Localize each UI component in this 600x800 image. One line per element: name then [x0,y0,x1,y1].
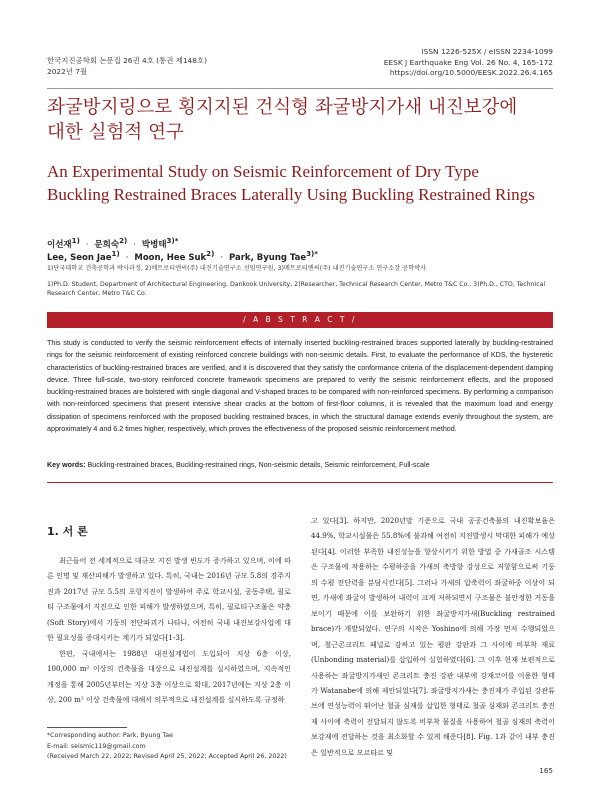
author-en-1: Lee, Seon Jae [47,252,112,263]
keywords-list: Buckling-restrained braces, Buckling-restrained rings, Non-seismic details, Seismic reinforcement, Full-scale [87,461,430,469]
author-ko-1: 이선재 [47,239,72,250]
title-korean [47,95,557,145]
footnote-divider [47,727,127,728]
body-column-right [311,513,555,760]
author-email[interactable]: E-mail: seismic119@gmail.com [47,742,146,750]
doi-link[interactable]: https://doi.org/10.5000/EESK.2022.26.4.165 [389,68,553,77]
corresponding-author: *Corresponding author: Park, Byung Tae [47,732,173,739]
author-ko-2-sup: 2) [119,236,128,245]
paragraph: 한편, 국내에서는 1988년 내진설계법이 도입되어 지상 6층 이상, 100,000 m² 이상의 건축물을 대상으로 내진설계를 실시하였으며, 지속적인 개정을 통해 2005년부터는 지상 3층 이상으로 확대, 2017년에는 지상 2층 이상, 200 m² 이상 건축물에 대해서 의무적으로 내진설계를 실시하도록 규정하 [47,648,291,705]
header-divider [47,88,553,89]
author-en-3: Park, Byung Tae [228,252,307,263]
author-separator: · [85,239,89,250]
authors-korean [47,236,178,250]
abstract-body: This study is conducted to verify the seismic reinforcement effects of internally inserted buckling-restrained braces supported laterally by buckling-restrained rings for the seismic reinforcement of existing reinforced concrete buildings with non-seismic details. First, to evaluate the performance of KDS, the hysteretic characteristics of buckling-restrained braces are verified, and it is discovered that they satisfy the conformance criteria of the displacement-dependent damping device. Three full-scale, two-story reinforced concrete framework specimens are prepared to verify the seismic reinforcement effects, and the proposed buckling-restrained braces are bolstered with single diagonal and V-shaped braces to be compared with non-reinforced specimens. By performing a comparison with non-reinforced specimens that present intensive shear cracks at the bottom of first-floor columns, it is revealed that the maximum load and energy dissipation of specimens reinforced with the proposed buckling restrained braces, in which the structural damage extends evenly throughout the system, are approximately 4 and 6.2 times higher, respectively, which proves the effectiveness of the proposed seismic reinforcement method. [47,339,553,434]
author-en-3-sup: 3)* [306,249,318,258]
title-en-line1: An Experimental Study on Seismic Reinforcement of Dry Type [47,162,479,181]
abstract-heading-bar: / A B S T R A C T / [47,312,553,328]
body-column-left [47,553,291,708]
author-en-1-sup: 1) [111,249,120,258]
title-english [47,160,557,206]
paragraph: 고 있다[3]. 하지만, 2020년말 기준으로 국내 공공건축물의 내진확보율은 44.9%, 학교시설물은 55.8%에 불과해 여전히 지진발생시 막대한 피해가 예상된다[4]. 이러한 부족한 내진성능을 향상시키기 위한 방법 중 가새골조 시스템은 구조물에 작용하는 수평하중을 가새의 축방향 강성으로 저항함으로써 기둥의 수평 전단력을 분담시킨다[5]. 그러나 가새의 압축력이 좌굴하중 이상이 되면, 가새에 좌굴이 발생하여 내력이 크게 저하되면서 구조물은 불안정한 거동을 보이기 때문에 이를 보완하기 위한 좌굴방지가새(Buckling restrained brace)가 개발되었다. 연구의 시작은 Yoshino에 의해 가장 먼저 수행되었으며, 철근콘크리트 패널로 감싸고 있는 평판 강판과 그 사이에 비부착 재료(Unbonding material)를 삽입하여 실험하였다[6]. 그 이후 현재 보편적으로 사용하는 좌굴방지가새인 콘크리트 충진 강관 내부에 강재코어를 이용한 형태가 Watanabe에 의해 제안되었다[7]. 좌굴방지가새는 충진재가 주입된 강관튜브에 연성능력이 뛰어난 철골 심재를 삽입한 형태로 철골 심재와 콘크리트 충진재 사이에 축력이 전달되지 않도록 비부착 물질을 사용하여 철골 심재의 축력이 보강재에 전달하는 것을 최소화할 수 있게 해준다[8]. Fig. 1과 같이 내부 충진은 일반적으로 모르타르 및 [311,516,555,757]
author-ko-3-sup: 3)* [166,236,179,245]
journal-name-ko: 한국지진공학회 논문집 26권 4호 (통권 제148호) [47,56,207,65]
keywords-label: Key words: [47,461,86,469]
authors-english [47,249,318,263]
author-ko-1-sup: 1) [71,236,80,245]
abstract-divider [47,482,553,483]
title-en-line2: Buckling Restrained Braces Laterally Using Buckling Restrained Rings [47,185,535,204]
affiliation-english: 1)Ph.D. Student, Department of Architectural Engineering, Dankook University, 2)Researcher, Technical Research Center, Metro T&C Co., 3)Ph.D., CTO, Technical Research Center, Metro T&C Co. [47,281,546,297]
footnote [47,731,291,763]
author-en-2: Moon, Hee Suk [134,252,207,263]
page-number: 165 [539,766,553,775]
received-dates: (Received March 22, 2022; Revised April 25, 2022; Accepted April 26, 2022) [47,753,287,760]
author-ko-3: 박병태 [141,239,167,250]
paragraph: 최근들어 전 세계적으로 대규모 지진 발생 빈도가 증가하고 있으며, 이에 따른 인명 및 재산피해가 발생하고 있다. 특히, 국내는 2016년 규모 5.8의 경주지진과 2017년 규모 5.5의 포항지진이 발생하여 주로 학교시설, 공동주택, 필로티 구조물에서 지진으로 인한 피해가 발생하였으며, 특히, 필로티구조물은 약층(Soft Story)에서 기둥의 전단파괴가 나타나, 여전히 국내 내진보강사업에 대한 필요성을 증대시키는 계기가 되었다[1-3]. [47,556,291,643]
journal-header-right [384,47,553,79]
title-ko-line2: 대한 실험적 연구 [47,122,184,143]
author-ko-2: 문희숙 [94,239,120,250]
keywords [47,461,553,469]
journal-header-left [47,56,207,77]
affiliation-korean: 1)단국대학교 건축공학과 박사과정, 2)메트로티엔씨(주) 내진기술연구소 선임연구원, 3)메트로티엔씨(주) 내진기술연구소 연구소장 공학박사 [47,265,427,272]
author-en-2-sup: 2) [206,249,215,258]
author-separator: · [220,252,224,263]
author-separator: · [133,239,136,250]
section-title-introduction: 1. 서 론 [47,525,88,538]
author-separator: · [125,252,129,263]
journal-name-en: EESK J Earthquake Eng Vol. 26 No. 4, 165-172 [383,57,553,67]
issn: ISSN 1226-525X / eISSN 2234-1099 [421,47,553,56]
issue-date-ko: 2022년 7월 [47,66,88,76]
title-ko-line1: 좌굴방지링으로 횡지지된 건식형 좌굴방지가새 내진보강에 [47,97,518,118]
